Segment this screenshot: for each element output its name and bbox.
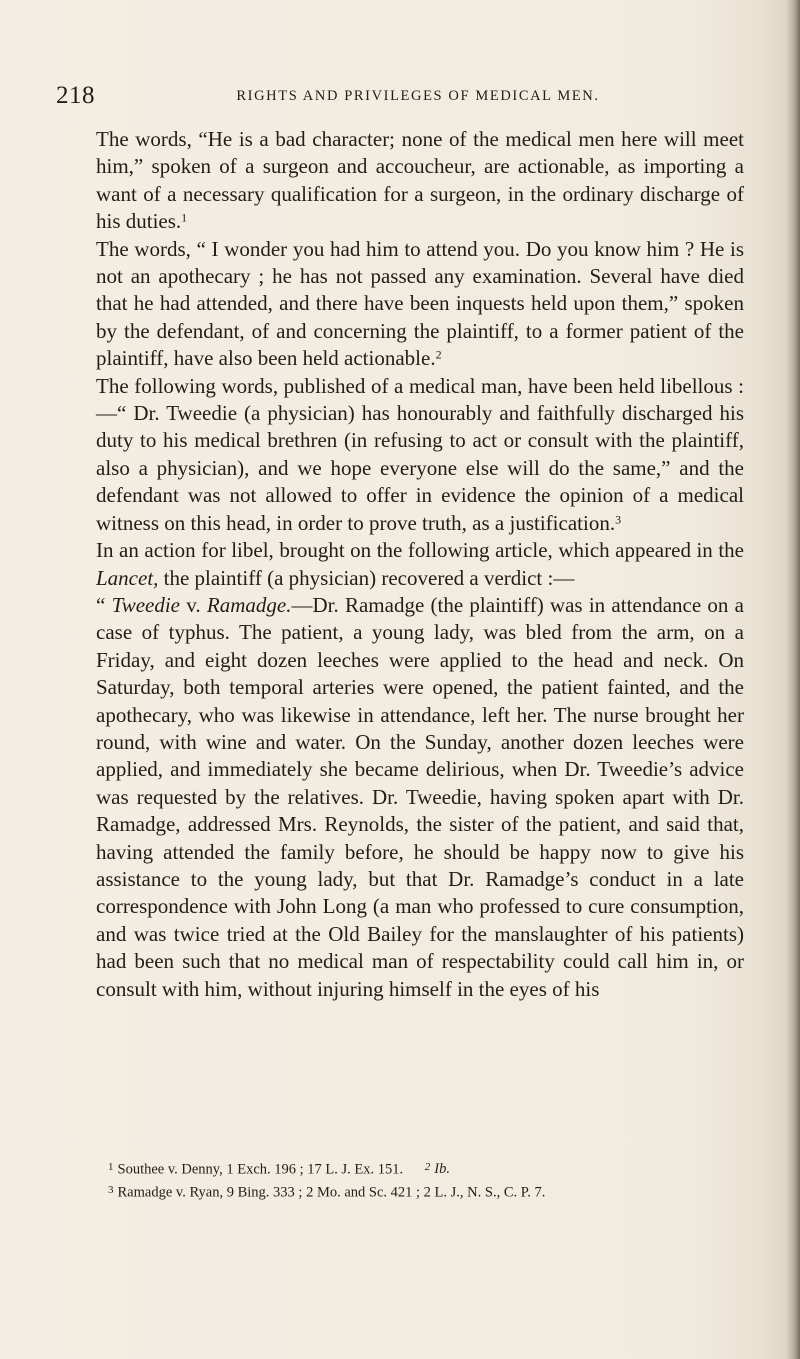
paragraph-2: The words, “ I wonder you had him to attend you. Do you know him ? He is not an apothecary ; he has not passed any examination. Several have died that he had attended, and there have been inquests held upon them,” spoken by the defendant, of and concerning the plaintiff, to a former patient of the plaintiff, have also been held actionable.$^2$ — [96, 236, 744, 371]
footnotes — [108, 1157, 748, 1204]
paragraph-5: “ Tweedie v. Ramadge.—Dr. Ramadge (the plaintiff) was in attendance on a case of typhus. The patient, a young lady, was bled from the arm, on a Friday, and eight dozen leeches were applied to the head and neck. On Saturday, both temporal arteries were opened, the patient fainted, and the apothecary, who was likewise in attendance, left her. The nurse brought her round, with wine and water. On the Sunday, another dozen leeches were applied, and immediately she became delirious, when Dr. Tweedie’s advice was requested by the relatives. Dr. Tweedie, having spoken apart with Dr. Ramadge, addressed Mrs. Reynolds, the sister of the patient, and said that, having attended the family before, he should be happy now to give his assistance to the young lady, but that Dr. Ramadge’s conduct in a late correspondence with John Long (a man who professed to cure consumption, and was twice tried at the Old Bailey for the manslaughter of his patients) had been such that no medical man of respectability could call him in, or consult with him, without injuring himself in the eyes of his — [96, 592, 744, 1001]
paragraph-1: The words, “He is a bad character; none of the medical men here will meet him,” spoken of a surgeon and accoucheur, are actionable, as importing a want of a necessary qualification for a surgeon, in the ordinary discharge of his duties.$^1$ — [96, 127, 744, 234]
paragraph-4: In an action for libel, brought on the following article, which appeared in the Lancet, the plaintiff (a physician) recovered a verdict :— — [96, 538, 744, 590]
footnote-1: $^1$ Southee v. Denny, 1 Exch. 196 ; 17 L. J. Ex. 151. $^2$ Ib. — [108, 1161, 451, 1178]
page-header — [56, 84, 756, 114]
page-edge-shadow — [786, 0, 800, 1359]
footnote-3: $^3$ Ramadge v. Ryan, 9 Bing. 333 ; 2 Mo. and Sc. 421 ; 2 L. J., N. S., C. P. 7. — [108, 1184, 546, 1201]
paragraph-3: The following words, published of a medical man, have been held libellous :—“ Dr. Tweedie (a physician) has honourably and faithfully discharged his duty to his medical brethren (in refusing to act or consult with the plaintiff, also a physician), and we hope everyone else will do the same,” and the defendant was not allowed to offer in evidence the opinion of a medical witness on this head, in order to prove truth, as a justification.$^3$ — [96, 373, 744, 535]
body-text — [96, 126, 744, 1003]
running-head: RIGHTS AND PRIVILEGES OF MEDICAL MEN. — [236, 88, 600, 104]
page-number: 218 — [56, 82, 95, 109]
